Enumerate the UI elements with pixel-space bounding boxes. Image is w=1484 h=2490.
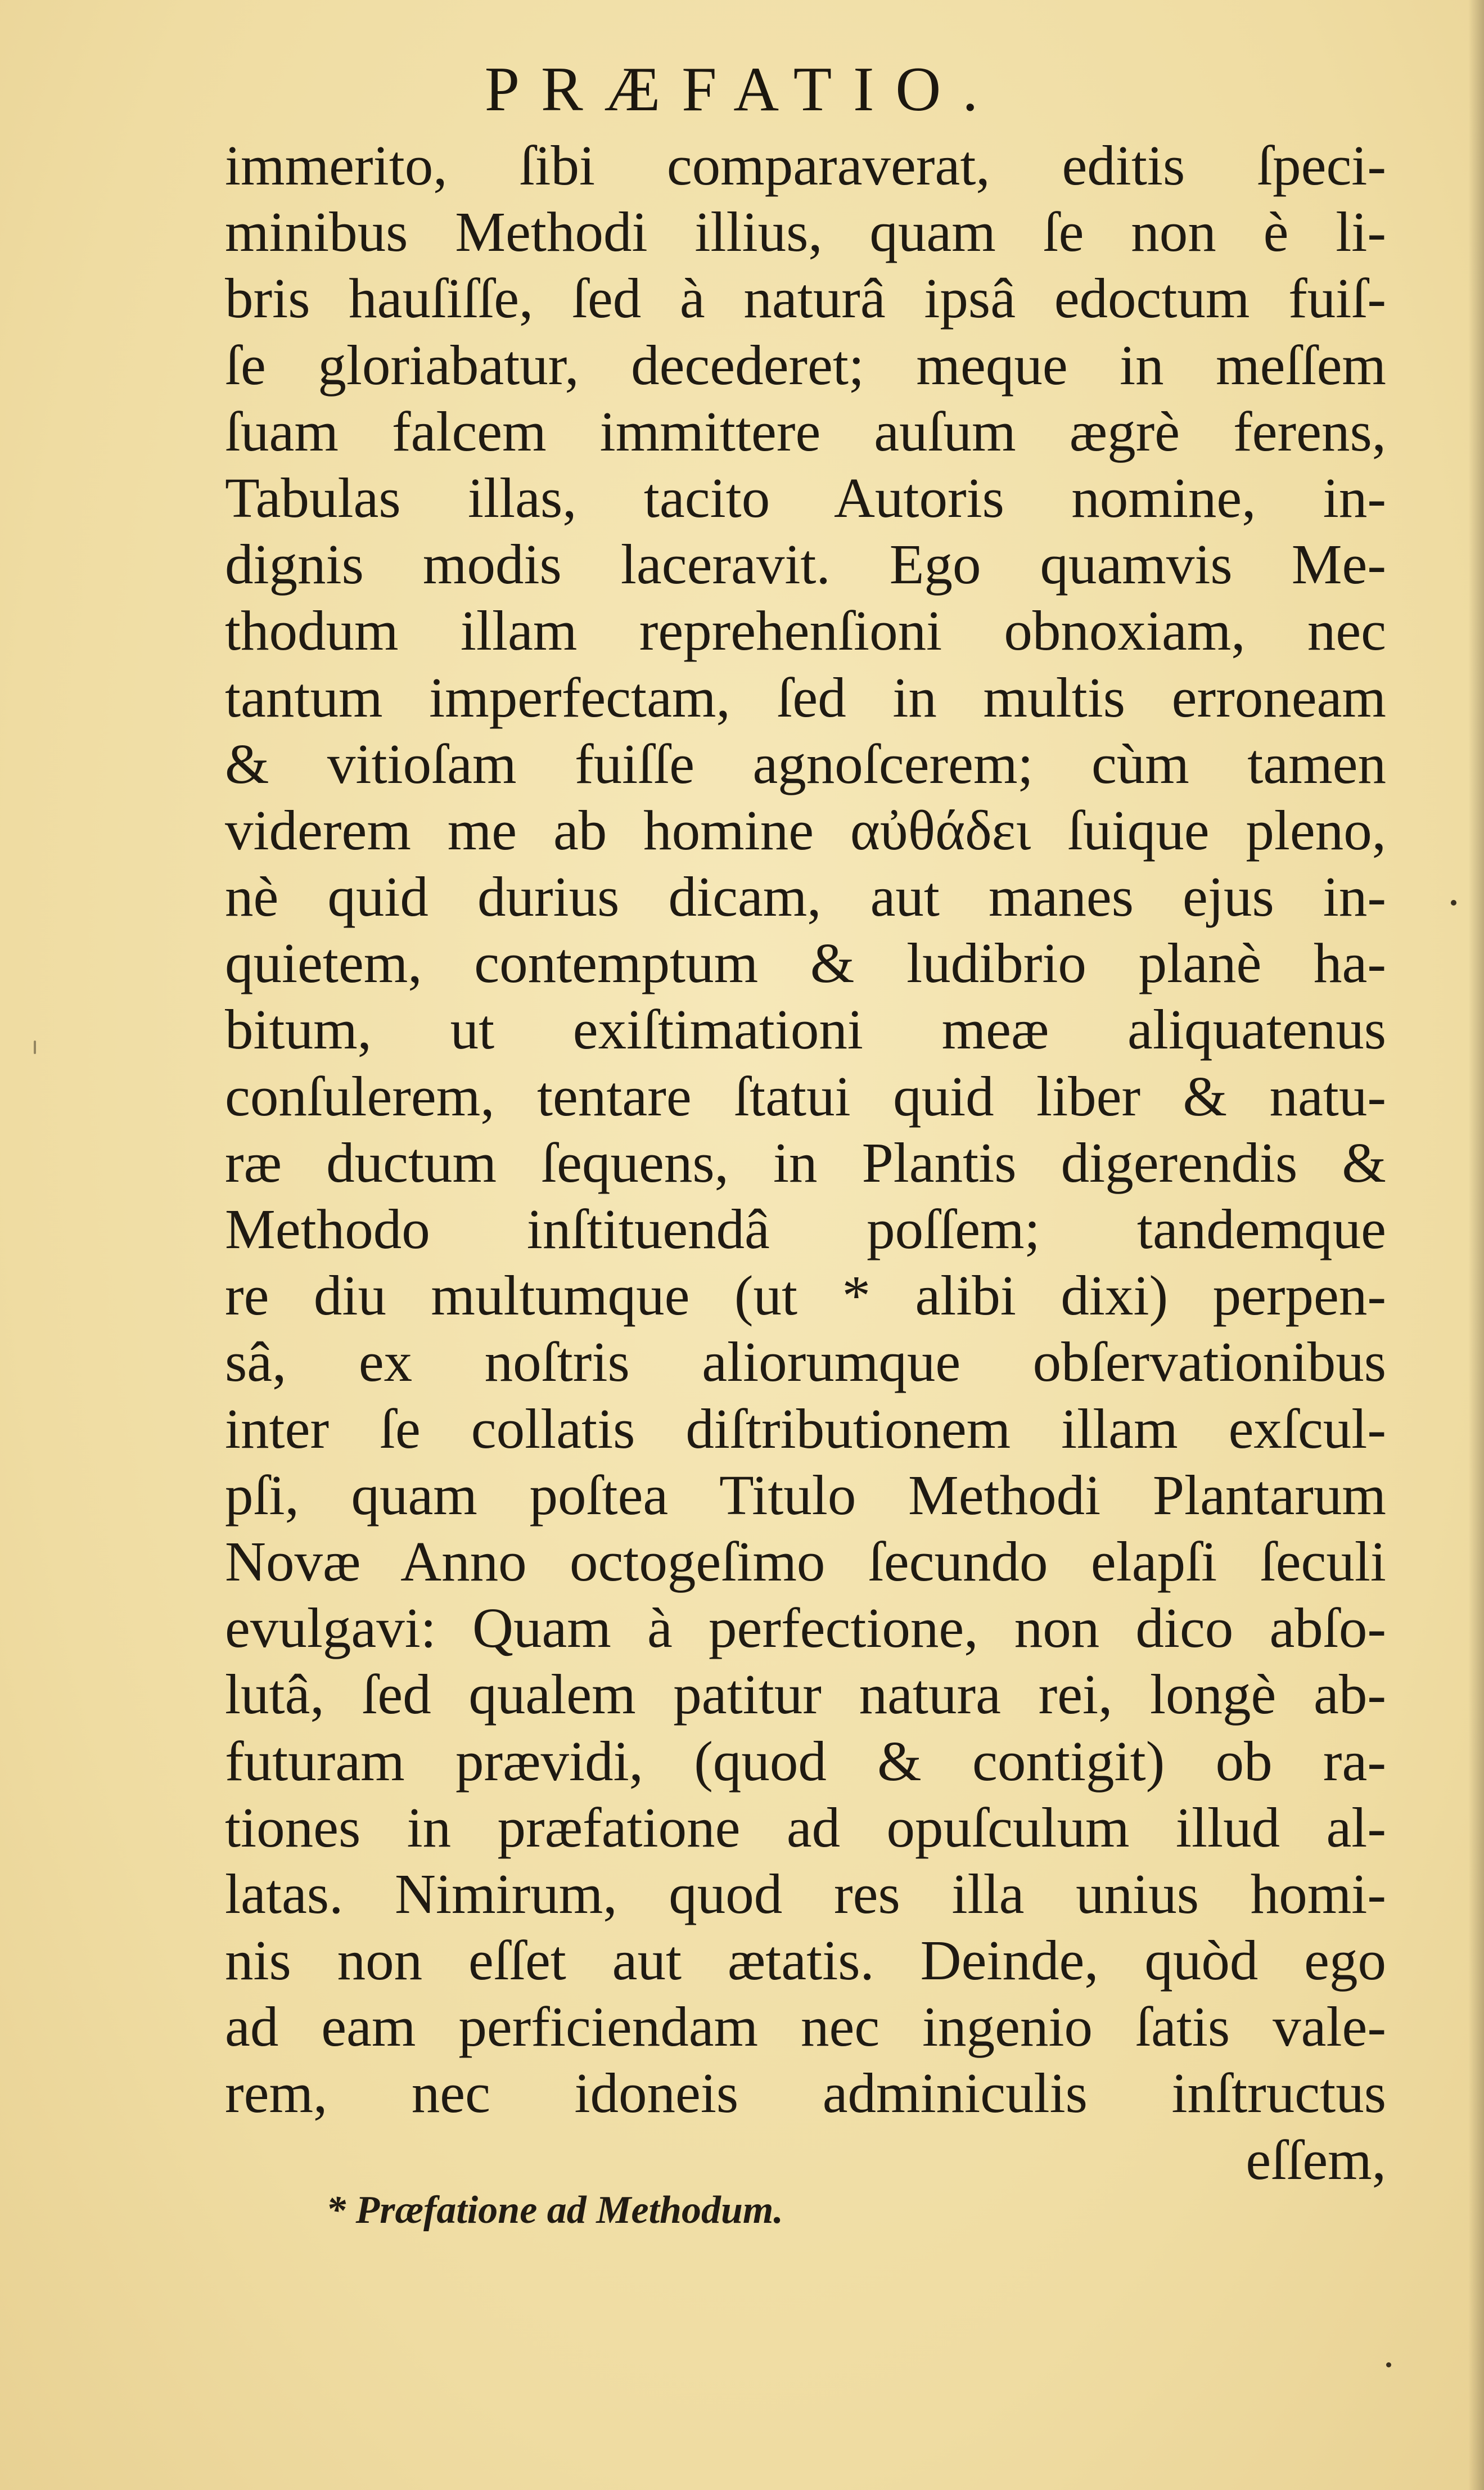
ink-speck — [1451, 900, 1456, 906]
ink-speck — [1386, 2362, 1391, 2367]
text-line: Novæ Anno octogeſimo ſecundo elapſi ſeculi — [225, 1529, 1386, 1593]
text-line: futuram prævidi, (quod & contigit) ob ra- — [225, 1729, 1386, 1793]
catchword: eſſem, — [1246, 2128, 1386, 2191]
footnote: * Præfatione ad Methodum. — [326, 2189, 783, 2232]
text-line: nè quid durius dicam, aut manes ejus in- — [225, 865, 1386, 929]
text-line: Tabulas illas, tacito Autoris nomine, in- — [225, 466, 1386, 529]
page-edge-shadow — [1468, 0, 1484, 2490]
text-line: pſi, quam poſtea Titulo Methodi Plantarum — [225, 1463, 1386, 1527]
text-line: ad eam perficiendam nec ingenio ſatis vale- — [225, 1995, 1386, 2059]
text-line: minibus Methodi illius, quam ſe non è li- — [225, 200, 1386, 264]
text-line: viderem me ab homine αὐθάδει ſuique pleno, — [225, 798, 1386, 862]
text-line: bris hauſiſſe, ſed à naturâ ipsâ edoctum fuiſ- — [225, 267, 1386, 330]
text-line: Methodo inſtituendâ poſſem; tandemque — [225, 1197, 1386, 1260]
text-line: dignis modis laceravit. Ego quamvis Me- — [225, 533, 1386, 596]
running-head: PRÆFATIO. — [484, 55, 1000, 124]
text-line: quietem, contemptum & ludibrio planè ha- — [225, 931, 1386, 995]
text-line: immerito, ſibi comparaverat, editis ſpeci- — [225, 134, 1386, 197]
text-line: lutâ, ſed qualem patitur natura rei, longè ab- — [225, 1663, 1386, 1726]
text-line: & vitioſam fuiſſe agnoſcerem; cùm tamen — [225, 732, 1386, 795]
text-line: conſulerem, tentare ſtatui quid liber & natu- — [225, 1064, 1386, 1128]
text-line: sâ, ex noſtris aliorumque obſervationibus — [225, 1330, 1386, 1394]
text-line: latas. Nimirum, quod res illa unius homi- — [225, 1862, 1386, 1925]
text-line: ſuam falcem immittere auſum ægrè ferens, — [225, 399, 1386, 463]
text-line: ſe gloriabatur, decederet; meque in meſſem — [225, 333, 1386, 397]
text-line: re diu multumque (ut * alibi dixi) perpen- — [225, 1264, 1386, 1327]
text-line: thodum illam reprehenſioni obnoxiam, nec — [225, 599, 1386, 663]
text-line: tiones in præfatione ad opuſculum illud al- — [225, 1795, 1386, 1859]
body-text — [225, 132, 1386, 2193]
ink-speck — [34, 1041, 36, 1054]
text-line: evulgavi: Quam à perfectione, non dico abſo- — [225, 1596, 1386, 1660]
text-line: inter ſe collatis diſtributionem illam exſcul- — [225, 1397, 1386, 1460]
text-line: bitum, ut exiſtimationi meæ aliquatenus — [225, 998, 1386, 1061]
text-line: nis non eſſet aut ætatis. Deinde, quòd ego — [225, 1929, 1386, 1992]
text-line: rem, nec idoneis adminiculis inſtructus — [225, 2061, 1386, 2125]
text-line: ræ ductum ſequens, in Plantis digerendis & — [225, 1131, 1386, 1194]
text-line: tantum imperfectam, ſed in multis erroneam — [225, 665, 1386, 729]
